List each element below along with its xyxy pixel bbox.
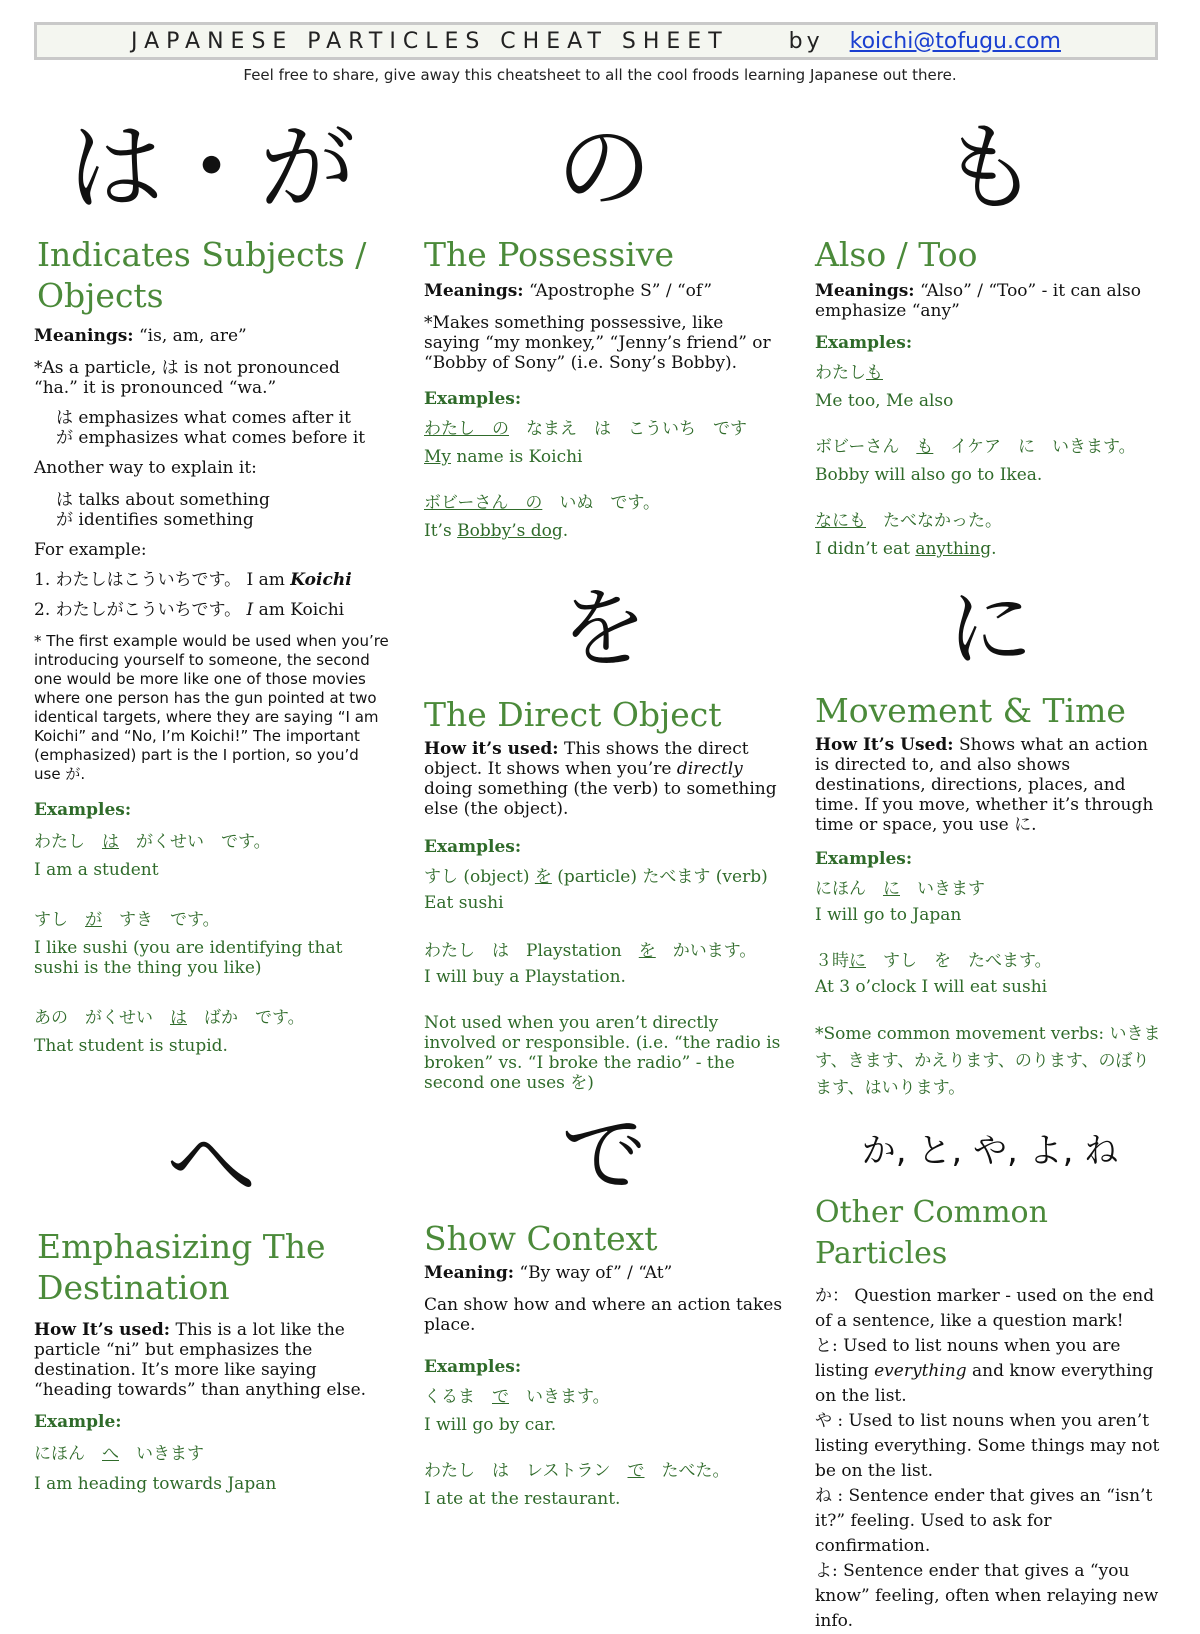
ga-emph: が emphasizes what comes before it bbox=[56, 428, 366, 448]
section-mo bbox=[815, 112, 1165, 559]
section-title: Other Common Particles bbox=[815, 1195, 1048, 1271]
example-jp: にほん へ いきます bbox=[34, 1444, 204, 1464]
particle-ka: か： Question marker - used on the end of a sentence, like a question mark! bbox=[815, 1286, 1155, 1331]
ga-ident: が identifies something bbox=[56, 510, 254, 530]
meanings: Meanings: “Apostrophe S” / “of” bbox=[424, 281, 713, 301]
meaning: Meaning: “By way of” / “At” bbox=[424, 1263, 673, 1283]
example-en: I will go by car. bbox=[424, 1415, 557, 1435]
description: *Makes something possessive, like saying “my monkey,” “Jenny’s friend” or “Bobby of Sony” (i.e. Sony’s Bobby). bbox=[424, 313, 771, 373]
kana-ni: に bbox=[947, 579, 1033, 679]
how-used: How it’s used: This shows the direct object. It shows when you’re directly doing something (the verb) to something else (the object). bbox=[424, 739, 777, 819]
particle-ne: ね : Sentence ender that gives an “isn’t it?” feeling. Used to ask for confirmation. bbox=[815, 1486, 1153, 1556]
movement-verbs: *Some common movement verbs: いきます、きます、かえります、のります、のぼります、はいります。 bbox=[815, 1024, 1161, 1098]
section-de bbox=[424, 1105, 784, 1509]
kana-mo: も bbox=[942, 112, 1038, 224]
section-wo bbox=[424, 579, 784, 1093]
example-jp: ボビーさん の いぬ です。 bbox=[424, 493, 660, 513]
header-bar bbox=[34, 22, 1158, 60]
examples-label: Examples: bbox=[815, 849, 913, 869]
header-by: by bbox=[788, 28, 824, 54]
subtitle: Feel free to share, give away this cheatsheet to all the cool froods learning Japanese out there. bbox=[243, 66, 957, 84]
section-title: Also / Too bbox=[815, 235, 978, 274]
examples-label: Examples: bbox=[424, 1357, 522, 1377]
example-jp: わたし は レストラン で たべた。 bbox=[424, 1461, 730, 1481]
section-no bbox=[424, 112, 784, 541]
examples-label: Examples: bbox=[424, 389, 522, 409]
example-2: 2. わたしがこういちです。 I am Koichi bbox=[34, 600, 345, 620]
example-jp: くるま で いきます。 bbox=[424, 1387, 610, 1407]
example-en: It’s Bobby’s dog. bbox=[424, 521, 569, 541]
kana-de: で bbox=[561, 1105, 647, 1205]
example-jp: ボビーさん も イケア に いきます。 bbox=[815, 437, 1136, 457]
example-en: Bobby will also go to Ikea. bbox=[815, 465, 1043, 485]
example-jp: にほん に いきます bbox=[815, 879, 985, 899]
example-en: That student is stupid. bbox=[34, 1036, 228, 1056]
section-wa-ga bbox=[34, 112, 389, 1056]
example-jp: ３時に すし を たべます。 bbox=[815, 951, 1052, 971]
section-other bbox=[815, 1131, 1165, 1634]
how-used: How It’s used: This is a lot like the particle “ni” but emphasizes the destination. It’s more like saying “heading towards” than anything else. bbox=[34, 1320, 367, 1400]
example-en: I am heading towards Japan bbox=[34, 1474, 277, 1494]
wa-emph: は emphasizes what comes after it bbox=[56, 408, 351, 428]
example-en: I will go to Japan bbox=[815, 905, 962, 925]
example-jp: わたし の なまえ は こういち です bbox=[424, 419, 747, 439]
section-title: The Direct Object bbox=[424, 695, 722, 734]
kana-wa-ga: は・が bbox=[67, 112, 356, 224]
example-jp: わたし は Playstation を かいます。 bbox=[424, 941, 757, 961]
how-used: How It’s Used: Shows what an action is directed to, and also shows destinations, directions, places, and time. If you move, whether it’s through time or space, you use に. bbox=[815, 735, 1154, 835]
example-en: I like sushi (you are identifying that sushi is the thing you like) bbox=[34, 938, 343, 978]
usage-note: Not used when you aren’t directly involved or responsible. (i.e. “the radio is broken” vs. “I broke the radio” - the second one uses を) bbox=[424, 1013, 781, 1093]
example-label: Example: bbox=[34, 1412, 122, 1432]
kana-he: へ bbox=[166, 1112, 257, 1217]
particle-ya: や : Used to list nouns when you aren’t listing everything. Some things may not be on the list. bbox=[815, 1411, 1160, 1481]
example-en: Eat sushi bbox=[424, 893, 504, 913]
kana-other: か, と, や, よ, ね bbox=[861, 1131, 1119, 1171]
meanings: Meanings: “Also” / “Too” - it can also emphasize “any” bbox=[815, 281, 1141, 321]
example-en: I ate at the restaurant. bbox=[424, 1489, 621, 1509]
wa-talks: は talks about something bbox=[56, 490, 270, 510]
example-en: My name is Koichi bbox=[424, 447, 583, 467]
examples-label: Examples: bbox=[815, 333, 913, 353]
examples-label: Examples: bbox=[424, 837, 522, 857]
example-jp: すし (object) を (particle) たべます (verb) bbox=[424, 867, 768, 887]
note: *As a particle, は is not pronounced “ha.” it is pronounced “wa.” bbox=[34, 358, 340, 398]
example-jp: すし が すき です。 bbox=[34, 910, 220, 930]
for-example: For example: bbox=[34, 540, 147, 560]
example-en: I am a student bbox=[34, 860, 159, 880]
particle-yo: よ: Sentence ender that gives a “you know” feeling, often when relaying new info. bbox=[815, 1561, 1159, 1631]
example-en: I will buy a Playstation. bbox=[424, 967, 626, 987]
email-link[interactable]: koichi@tofugu.com bbox=[849, 28, 1061, 54]
example-jp: あの がくせい は ばか です。 bbox=[34, 1008, 305, 1028]
section-title: Movement & Time bbox=[815, 691, 1126, 730]
example-en: Me too, Me also bbox=[815, 391, 954, 411]
example-jp: わたしも bbox=[815, 363, 883, 383]
footnote: * The first example would be used when you’re introducing yourself to someone, the second one would be more like one of those movies where one person has the gun pointed at two identical targets, where they are saying “I am Koichi” and “No, I’m Koichi!” The important (emphasized) part is the I portion, so you’d use が. bbox=[34, 632, 389, 783]
section-title: Indicates Subjects / Objects bbox=[37, 235, 367, 315]
example-jp: なにも たべなかった。 bbox=[815, 511, 1002, 531]
section-title: Show Context bbox=[424, 1219, 658, 1258]
examples-label: Examples: bbox=[34, 800, 132, 820]
another-way: Another way to explain it: bbox=[34, 458, 257, 478]
section-title: Emphasizing The Destination bbox=[37, 1227, 326, 1307]
example-en: I didn’t eat anything. bbox=[815, 539, 997, 559]
section-ni bbox=[815, 579, 1165, 1102]
kana-no: の bbox=[556, 112, 652, 224]
meanings: Meanings: “is, am, are” bbox=[34, 326, 247, 346]
description: Can show how and where an action takes place. bbox=[424, 1295, 783, 1335]
particle-to: と: Used to list nouns when you are listing everything and know everything on the list. bbox=[815, 1336, 1154, 1406]
kana-wo: を bbox=[561, 579, 647, 679]
example-jp: わたし は がくせい です。 bbox=[34, 832, 271, 852]
header-title: JAPANESE PARTICLES CHEAT SHEET bbox=[131, 28, 729, 54]
example-1: 1. わたしはこういちです。 I am Koichi bbox=[34, 570, 352, 590]
example-en: At 3 o’clock I will eat sushi bbox=[815, 977, 1048, 997]
section-title: The Possessive bbox=[424, 235, 675, 274]
section-he bbox=[34, 1112, 389, 1494]
